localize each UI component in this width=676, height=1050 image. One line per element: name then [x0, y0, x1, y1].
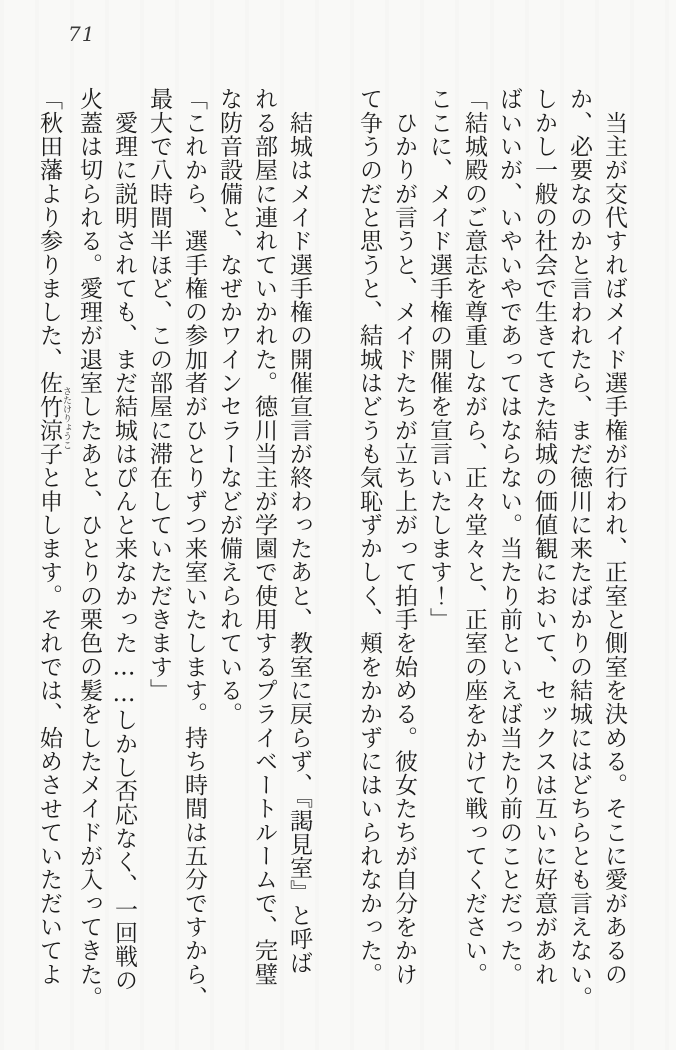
text-line: 当主が交代すればメイド選手権が行われ、正室と側室を決める。そこに愛があるの [601, 87, 627, 986]
text-line: ひかりが言うと、メイドたちが立ち上がって拍手を始める。彼女たちが自分をかけ [391, 87, 417, 986]
text-block [36, 87, 631, 1015]
text-line: れる部屋に連れていかれた。徳川当主が学園で使用するプライベートルームで、完璧 [251, 87, 277, 986]
text-line: 愛理に説明されても、まだ結城はぴんと来なかった……しかし否応なく、一回戦の [111, 87, 137, 992]
text-line: 「秋田藩より参りました、佐竹涼子 さたけりょうこと申します。それでは、始めさせていただいてよ [36, 87, 71, 986]
text-line: 火蓋は切られる。愛理が退室したあと、ひとりの栗色の髪をしたメイドが入ってきた。 [76, 87, 102, 1010]
ruby-annotated-name: 佐竹涼子 さたけりょうこ [36, 370, 71, 466]
blank-line [316, 87, 351, 1015]
text-line: ここに、メイド選手権の開催を宣言いたします！」 [426, 87, 452, 631]
page-number: 71 [68, 22, 96, 46]
text-line: か、必要なのかと言われたら、まだ徳川に来たばかりの結城にはどちらとも言えない。 [566, 87, 592, 1010]
text-line: て争うのだと思うと、結城はどうも気恥ずかしく、頬をかかずにはいられなかった。 [356, 87, 382, 986]
text-line: 「これから、選手権の参加者がひとりずつ来室いたします。持ち時間は五分ですから、 [181, 87, 207, 1010]
text-line: 最大で八時間半ほど、この部屋に滞在していただきます」 [146, 87, 172, 702]
text-line: 結城はメイド選手権の開催宣言が終わったあと、教室に戻らず、『謁見室』と呼ば [286, 87, 312, 975]
text-line: ばいいが、いやいやであってはならない。当たり前といえば当たり前のことだった。 [496, 87, 522, 986]
text-line: な防音設備と、なぜかワインセラーなどが備えられている。 [216, 87, 242, 726]
text-line: しかし一般の社会で生きてきた結城の価値観において、セックスは互いに好意があれ [531, 87, 557, 986]
text-line: 「結城殿のご意志を尊重しながら、正々堂々と、正室の座をかけて戦ってください。 [461, 87, 487, 986]
